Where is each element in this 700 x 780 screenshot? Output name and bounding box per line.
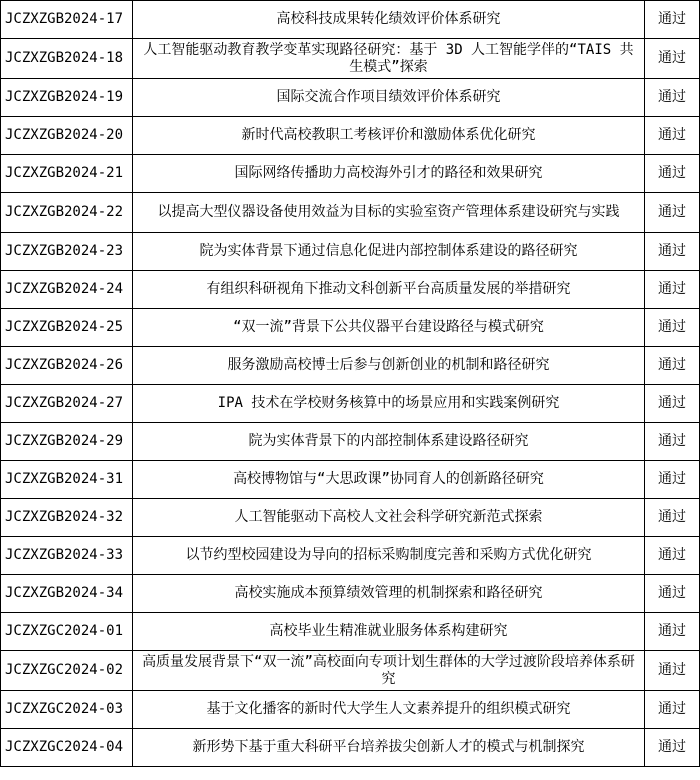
- project-id: JCZXZGC2024-02: [1, 651, 133, 691]
- table-row: [1, 499, 700, 537]
- review-result: 通过: [645, 537, 700, 575]
- project-title: 国际网络传播助力高校海外引才的路径和效果研究: [133, 155, 645, 193]
- review-result: 通过: [645, 651, 700, 691]
- review-result: 通过: [645, 691, 700, 729]
- table-row: [1, 575, 700, 613]
- project-id: JCZXZGC2024-04: [1, 729, 133, 767]
- project-title: IPA 技术在学校财务核算中的场景应用和实践案例研究: [133, 385, 645, 423]
- project-title: 高校博物馆与“大思政课”协同育人的创新路径研究: [133, 461, 645, 499]
- project-id: JCZXZGB2024-25: [1, 309, 133, 347]
- table-row: [1, 271, 700, 309]
- review-result: 通过: [645, 347, 700, 385]
- table-row: [1, 691, 700, 729]
- project-id: JCZXZGB2024-34: [1, 575, 133, 613]
- table-row: [1, 155, 700, 193]
- project-title: 以节约型校园建设为导向的招标采购制度完善和采购方式优化研究: [133, 537, 645, 575]
- project-id: JCZXZGB2024-18: [1, 39, 133, 79]
- review-result: 通过: [645, 1, 700, 39]
- project-id: JCZXZGB2024-32: [1, 499, 133, 537]
- project-title: 以提高大型仪器设备使用效益为目标的实验室资产管理体系建设研究与实践: [133, 193, 645, 233]
- review-result: 通过: [645, 39, 700, 79]
- project-id: JCZXZGB2024-20: [1, 117, 133, 155]
- review-result: 通过: [645, 423, 700, 461]
- project-id: JCZXZGB2024-24: [1, 271, 133, 309]
- review-result: 通过: [645, 79, 700, 117]
- review-result: 通过: [645, 729, 700, 767]
- review-result: 通过: [645, 461, 700, 499]
- project-title: 高校科技成果转化绩效评价体系研究: [133, 1, 645, 39]
- project-id: JCZXZGB2024-29: [1, 423, 133, 461]
- table-row: [1, 39, 700, 79]
- table-row: [1, 729, 700, 767]
- project-title: 服务激励高校博士后参与创新创业的机制和路径研究: [133, 347, 645, 385]
- project-id: JCZXZGB2024-27: [1, 385, 133, 423]
- project-id: JCZXZGB2024-17: [1, 1, 133, 39]
- project-title: 高校毕业生精准就业服务体系构建研究: [133, 613, 645, 651]
- project-title: 院为实体背景下通过信息化促进内部控制体系建设的路径研究: [133, 233, 645, 271]
- project-id: JCZXZGB2024-23: [1, 233, 133, 271]
- table-row: [1, 117, 700, 155]
- review-result: 通过: [645, 499, 700, 537]
- project-title: 国际交流合作项目绩效评价体系研究: [133, 79, 645, 117]
- project-id: JCZXZGB2024-21: [1, 155, 133, 193]
- table-row: [1, 347, 700, 385]
- project-id: JCZXZGB2024-31: [1, 461, 133, 499]
- table-row: [1, 423, 700, 461]
- table-row: [1, 461, 700, 499]
- project-title: 新时代高校教职工考核评价和激励体系优化研究: [133, 117, 645, 155]
- review-result: 通过: [645, 271, 700, 309]
- review-result: 通过: [645, 309, 700, 347]
- project-title: 高校实施成本预算绩效管理的机制探索和路径研究: [133, 575, 645, 613]
- table-row: [1, 233, 700, 271]
- project-id: JCZXZGC2024-03: [1, 691, 133, 729]
- review-result: 通过: [645, 233, 700, 271]
- project-title: 人工智能驱动教育教学变革实现路径研究：基于 3D 人工智能学伴的“TAIS 共生模式”探索: [133, 39, 645, 79]
- review-result: 通过: [645, 575, 700, 613]
- project-id: JCZXZGB2024-22: [1, 193, 133, 233]
- project-title: 新形势下基于重大科研平台培养拔尖创新人才的模式与机制探究: [133, 729, 645, 767]
- project-title: 基于文化播客的新时代大学生人文素养提升的组织模式研究: [133, 691, 645, 729]
- project-title: 有组织科研视角下推动文科创新平台高质量发展的举措研究: [133, 271, 645, 309]
- table-row: [1, 1, 700, 39]
- project-id: JCZXZGB2024-19: [1, 79, 133, 117]
- table-row: [1, 79, 700, 117]
- project-title: 高质量发展背景下“双一流”高校面向专项计划生群体的大学过渡阶段培养体系研究: [133, 651, 645, 691]
- table-row: [1, 309, 700, 347]
- project-title: “双一流”背景下公共仪器平台建设路径与模式研究: [133, 309, 645, 347]
- table-row: [1, 193, 700, 233]
- project-title: 人工智能驱动下高校人文社会科学研究新范式探索: [133, 499, 645, 537]
- table-row: [1, 613, 700, 651]
- table-row: [1, 651, 700, 691]
- review-result: 通过: [645, 117, 700, 155]
- project-id: JCZXZGB2024-33: [1, 537, 133, 575]
- review-result: 通过: [645, 155, 700, 193]
- table-row: [1, 537, 700, 575]
- project-title: 院为实体背景下的内部控制体系建设路径研究: [133, 423, 645, 461]
- review-result: 通过: [645, 193, 700, 233]
- review-result: 通过: [645, 385, 700, 423]
- review-result: 通过: [645, 613, 700, 651]
- table-row: [1, 385, 700, 423]
- project-id: JCZXZGC2024-01: [1, 613, 133, 651]
- project-id: JCZXZGB2024-26: [1, 347, 133, 385]
